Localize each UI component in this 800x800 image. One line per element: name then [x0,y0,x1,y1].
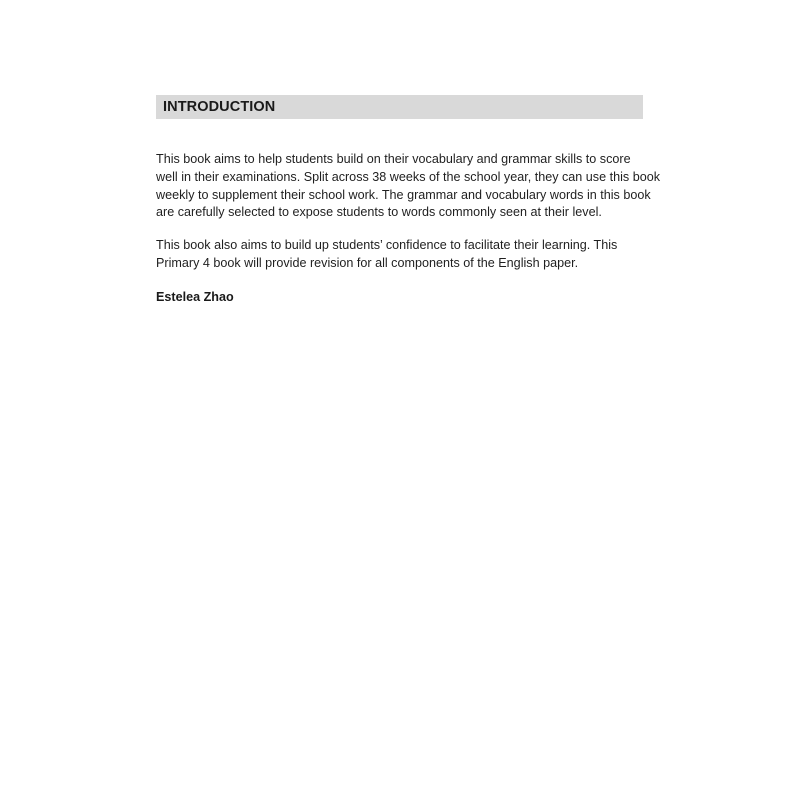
paragraph-line: Primary 4 book will provide revision for all components of the English paper. [156,255,579,270]
paragraph-line: This book also aims to build up students’ confidence to facilitate their learning. This [156,238,618,252]
paragraph-line: well in their examinations. Split across 38 weeks of the school year, they can use this book [156,169,661,184]
paragraph-line: weekly to supplement their school work. The grammar and vocabulary words in this book [156,187,651,202]
section-heading-bar [156,95,643,119]
intro-paragraph-1 [156,151,661,222]
paragraph-line: This book aims to help students build on their vocabulary and grammar skills to score [156,152,631,166]
intro-paragraph-2 [156,237,646,273]
author-name: Estelea Zhao [156,290,234,304]
paragraph-line: are carefully selected to expose students to words commonly seen at their level. [156,205,602,220]
section-heading: INTRODUCTION [163,99,276,115]
